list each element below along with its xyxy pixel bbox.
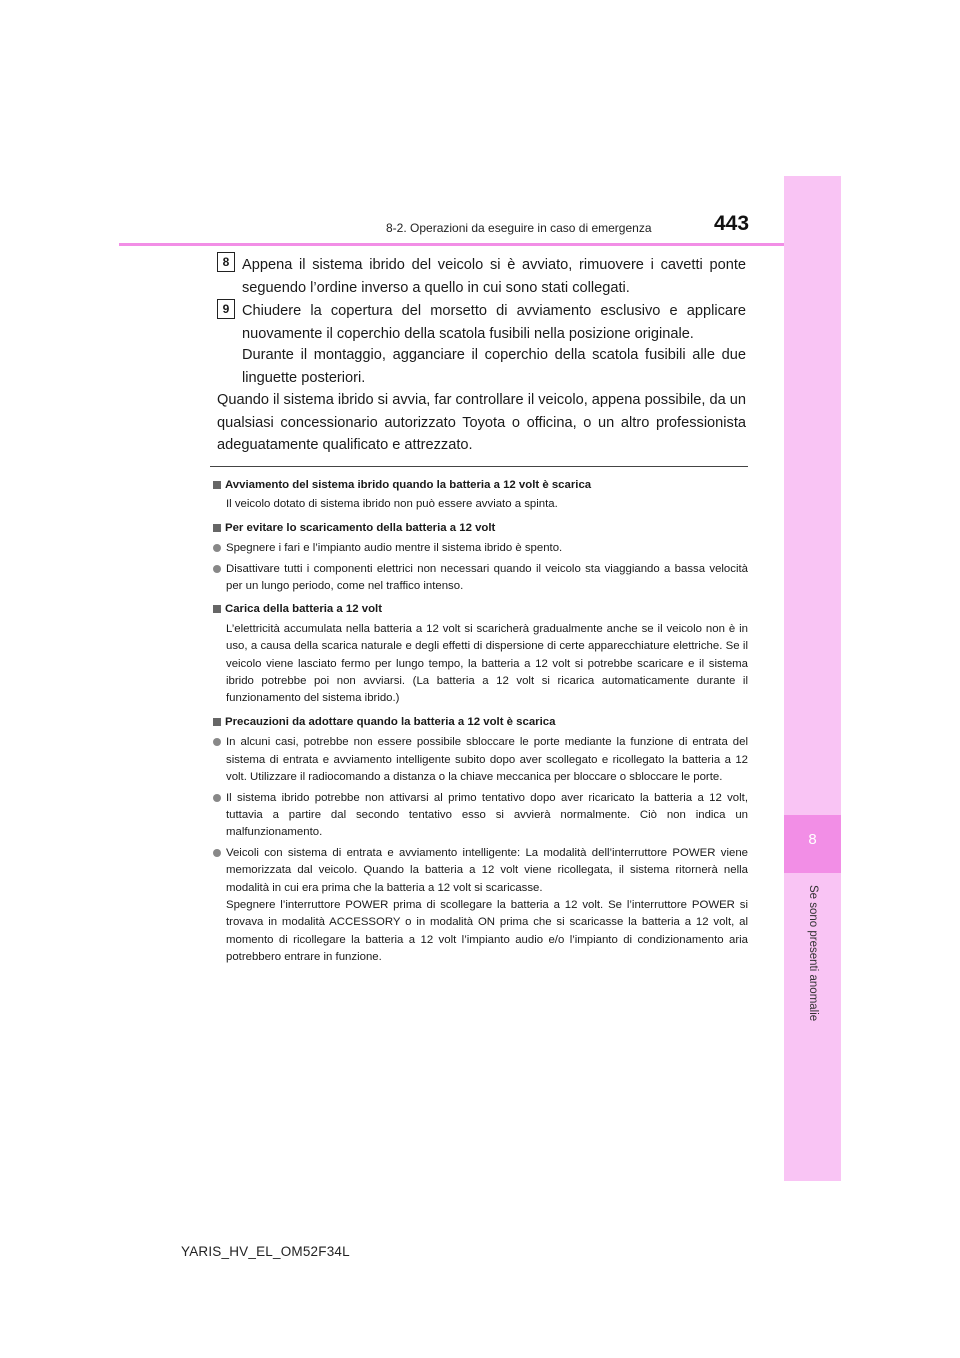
chapter-number: 8 — [808, 831, 817, 848]
note-block — [212, 520, 748, 596]
note-block — [212, 601, 748, 707]
note-bullet-continued: Spegnere l’interruttore POWER prima di scollegare la batteria a 12 volt. Se l’interruttore POWER si trovava in modalità ACCESSORY o in modalità ON prima che si scaricasse la batteria a 12 volt, al momento di ricollegare la batteria a 12 volt l’impianto audio e/o l’impianto di condizionamento aria potrebbero entrare in funzione. — [226, 898, 748, 964]
note-bullet: Veicoli con sistema di entrata e avviamento intelligente: La modalità dell’interruttore POWER viene memorizzata dal veicolo. Quando la batteria a 12 volt viene ricollegata, il sistema ritornerà nella modalità in cui era prima che la batteria a 12 volt si scaricasse. — [212, 845, 748, 897]
chapter-label: Se sono presenti anomalie — [807, 885, 819, 1022]
chapter-side-tab — [784, 176, 841, 1181]
note-bullet: Il sistema ibrido potrebbe non attivarsi al primo tentativo dopo aver ricaricato la batteria a 12 volt, tuttavia a partire dal secondo tentativo esso si avvierà normalmente. Ciò non indica un malfunzionamento. — [212, 790, 748, 842]
note-body: L’elettricità accumulata nella batteria a 12 volt si scaricherà gradualmente anche se il veicolo non è in uso, a causa della scarica naturale e degli effetti di dispersione di certe apparecchiature elettriche. Se il veicolo viene lasciato fermo per lungo tempo, la batteria a 12 volt si potrebbe scaricare e il sistema ibrido potrebbe poi non avviarsi. (La batteria a 12 volt si ricarica automaticamente durante il funzionamento del sistema ibrido.) — [226, 622, 748, 705]
note-body: Il veicolo dotato di sistema ibrido non può essere avviato a spinta. — [226, 498, 558, 511]
note-title: Carica della batteria a 12 volt — [212, 601, 748, 618]
step-number-badge: 8 — [217, 252, 235, 272]
note-bullet: Spegnere i fari e l’impianto audio mentre il sistema ibrido è spento. — [212, 540, 748, 557]
note-block — [212, 714, 748, 967]
section-title: 8-2. Operazioni da eseguire in caso di emergenza — [386, 221, 652, 235]
step-text: Appena il sistema ibrido del veicolo si è avviato, rimuovere i cavetti ponte seguendo l’ordine inverso a quello in cui sono stati collegati. — [242, 257, 746, 296]
note-title: Precauzioni da adottare quando la batteria a 12 volt è scarica — [212, 714, 748, 731]
step-number-badge: 9 — [217, 299, 235, 319]
document-code: YARIS_HV_EL_OM52F34L — [181, 1244, 350, 1259]
note-bullet: In alcuni casi, potrebbe non essere possibile sbloccare le porte mediante la funzione di entrata del sistema di entrata e avviamento intelligente subito dopo aver scollegato e ricollegato la batteria a 12 volt. Utilizzare il radiocomando a distanza o la chiave meccanica per bloccare o sbloccare le porte. — [212, 734, 748, 786]
step-text-continued: Durante il montaggio, agganciare il coperchio della scatola fusibili alle due linguette posteriori. — [242, 347, 746, 386]
note-bullet: Disattivare tutti i componenti elettrici non necessari quando il veicolo sta viaggiando a bassa velocità per un lungo periodo, come nel traffico intenso. — [212, 561, 748, 596]
notes-section — [212, 474, 748, 967]
note-title: Per evitare lo scaricamento della batteria a 12 volt — [212, 520, 748, 537]
notes-divider — [210, 466, 748, 467]
note-block — [212, 477, 748, 514]
page-number: 443 — [714, 212, 750, 235]
note-title: Avviamento del sistema ibrido quando la batteria a 12 volt è scarica — [212, 477, 748, 494]
header-rule — [119, 243, 784, 246]
step-text: Chiudere la copertura del morsetto di avviamento esclusivo e applicare nuovamente il coperchio della scatola fusibili nella posizione originale. — [242, 303, 746, 342]
closing-paragraph: Quando il sistema ibrido si avvia, far controllare il veicolo, appena possibile, da un qualsiasi concessionario autorizzato Toyota o officina, o un altro professionista adeguatamente qualificato e attrezzato. — [217, 392, 746, 453]
